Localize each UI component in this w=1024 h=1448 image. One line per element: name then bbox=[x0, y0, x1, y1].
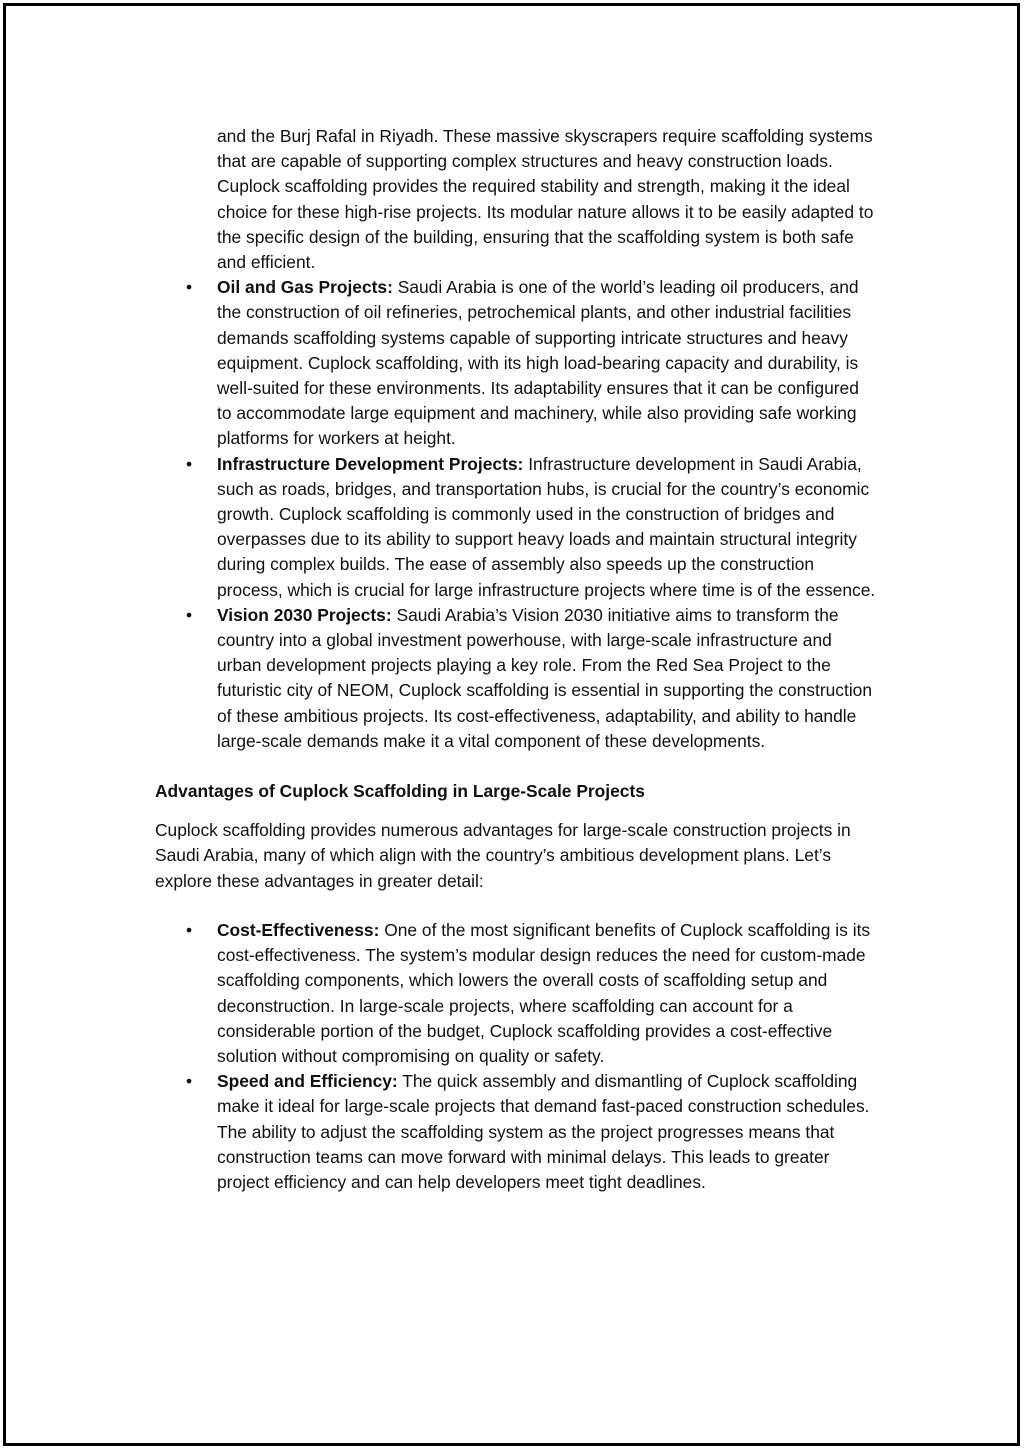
list-item-term: Infrastructure Development Projects: bbox=[217, 453, 524, 474]
bullet-list-advantages bbox=[155, 918, 877, 1195]
bullet-list-project-types bbox=[155, 124, 877, 754]
list-item-text: Saudi Arabia’s Vision 2030 initiative aims to transform the country into a global investment powerhouse, with large-scale infrastructure and urban development projects playing a key role. From the Red Sea Project to the futuristic city of NEOM, Cuplock scaffolding is essential in supporting the construction of these ambitious projects. Its cost-effectiveness, adaptability, and ability to handle large-scale demands make it a vital component of these developments. bbox=[217, 604, 873, 751]
list-item-infrastructure bbox=[217, 452, 877, 603]
list-item-speed-efficiency bbox=[217, 1069, 877, 1195]
list-item-text: One of the most significant benefits of Cuplock scaffolding is its cost-effectiveness. The system’s modular design reduces the need for custom-made scaffolding components, which lowers the overall costs of scaffolding setup and deconstruction. In large-scale projects, where scaffolding can account for a considerable portion of the budget, Cuplock scaffolding provides a cost-effective solution without compromising on quality or safety. bbox=[217, 919, 871, 1066]
list-item-cost-effectiveness bbox=[217, 918, 877, 1069]
list-item-vision-2030 bbox=[217, 603, 877, 754]
list-item-term: Vision 2030 Projects: bbox=[217, 604, 392, 625]
list-item-text: Infrastructure development in Saudi Arabia, such as roads, bridges, and transportation hubs, is crucial for the country’s economic growth. Cuplock scaffolding is commonly used in the construction of bridges and overpasses due to its ability to support heavy loads and maintain structural integrity during complex builds. The ease of assembly also speeds up the construction process, which is crucial for large infrastructure projects where time is of the essence. bbox=[217, 453, 876, 600]
section-heading: Advantages of Cuplock Scaffolding in Large-Scale Projects bbox=[155, 781, 645, 802]
document-body bbox=[155, 124, 877, 1195]
list-item-continued bbox=[217, 124, 877, 275]
list-item-term: Cost-Effectiveness: bbox=[217, 919, 380, 940]
list-item-oil-gas bbox=[217, 275, 877, 451]
list-item-term: Speed and Efficiency: bbox=[217, 1071, 398, 1092]
list-item-text: The quick assembly and dismantling of Cuplock scaffolding make it ideal for large-scale projects that demand fast-paced construction schedules. The ability to adjust the scaffolding system as the project progresses means that construction teams can move forward with minimal delays. This leads to greater project efficiency and can help developers meet tight deadlines. bbox=[217, 1071, 870, 1192]
list-item-text: and the Burj Rafal in Riyadh. These massive skyscrapers require scaffolding systems that are capable of supporting complex structures and heavy construction loads. Cuplock scaffolding provides the required stability and strength, making it the ideal choice for these high-rise projects. Its modular nature allows it to be easily adapted to the specific design of the building, ensuring that the scaffolding system is both safe and efficient. bbox=[217, 126, 874, 273]
section-intro-paragraph: Cuplock scaffolding provides numerous advantages for large-scale construction projects in Saudi Arabia, many of which align with the country’s ambitious development plans. Let’s explore these advantages in greater detail: bbox=[155, 820, 851, 891]
list-item-term: Oil and Gas Projects: bbox=[217, 277, 393, 298]
list-item-text: Saudi Arabia is one of the world’s leading oil producers, and the construction of oil refineries, petrochemical plants, and other industrial facilities demands scaffolding systems capable of supporting intricate structures and heavy equipment. Cuplock scaffolding, with its high load-bearing capacity and durability, is well-suited for these environments. Its adaptability ensures that it can be configured to accommodate large equipment and machinery, while also providing safe working platforms for workers at height. bbox=[217, 277, 859, 449]
